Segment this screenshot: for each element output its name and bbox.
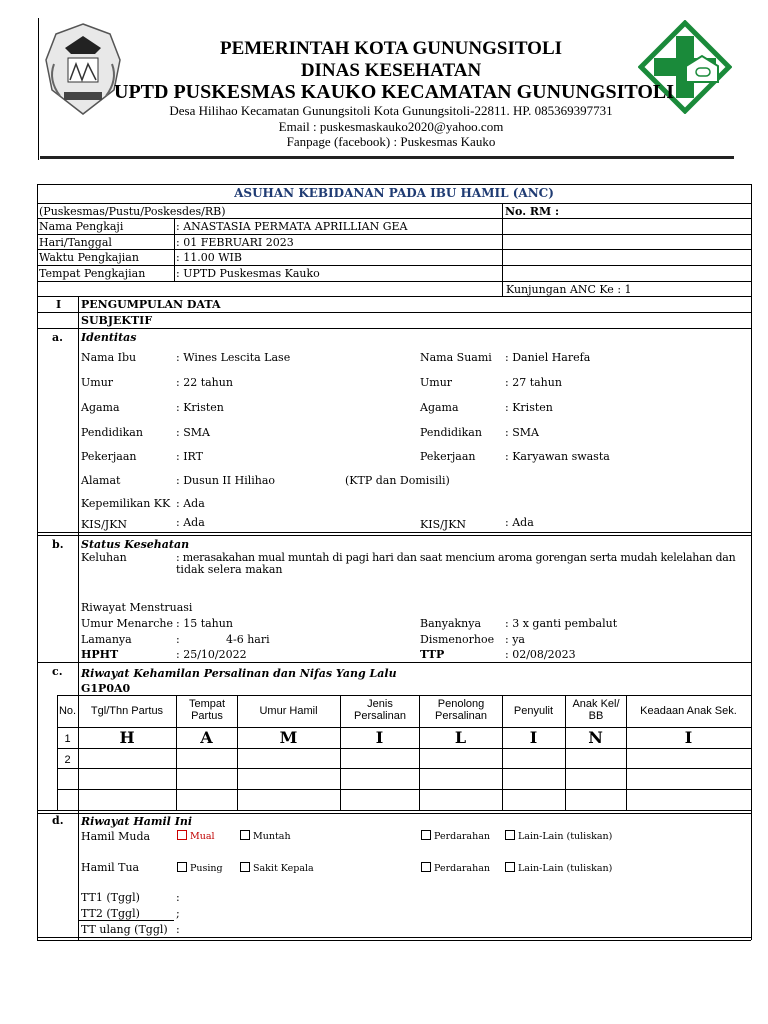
muntah-checkbox[interactable] xyxy=(240,830,250,840)
col-anak: Anak Kel/ BB xyxy=(572,698,620,722)
option-mual[interactable]: Mual xyxy=(177,830,215,843)
ibu-pendidikan-label: Pendidikan xyxy=(81,426,143,439)
lamanya-label: Lamanya xyxy=(81,633,132,646)
suami-pendidikan-value: : SMA xyxy=(505,426,539,439)
ibu-umur-value: : 22 tahun xyxy=(176,376,233,389)
ttp-label: TTP xyxy=(420,648,445,661)
kunjungan: Kunjungan ANC Ke : 1 xyxy=(506,283,632,296)
col-no: No. xyxy=(58,705,77,717)
hari-label: Hari/Tanggal xyxy=(39,236,112,249)
perdarahan-checkbox[interactable] xyxy=(421,830,431,840)
suami-nama-value: : Daniel Harefa xyxy=(505,351,591,364)
form-left-border xyxy=(37,184,38,940)
ibu-nama-label: Nama Ibu xyxy=(81,351,137,364)
tempat-value: : UPTD Puskesmas Kauko xyxy=(176,267,320,280)
col-tgl: Tgl/Thn Partus xyxy=(90,705,164,717)
waktu-value: : 11.00 WIB xyxy=(176,251,242,264)
keluhan-line-2: tidak selera makan xyxy=(176,563,283,576)
keluhan-label: Keluhan xyxy=(81,551,127,564)
col-penyulit: Penyulit xyxy=(513,705,554,717)
dismenorhoe-value: : ya xyxy=(505,633,525,646)
row1-cell: H xyxy=(119,728,135,747)
suami-kis-label: KIS/JKN xyxy=(420,518,467,531)
menstruasi-title: Riwayat Menstruasi xyxy=(81,601,193,614)
option-muntah[interactable]: Muntah xyxy=(240,830,291,843)
row1-cell: I xyxy=(684,728,693,747)
option-sakit-kepala[interactable]: Sakit Kepala xyxy=(240,862,314,875)
col-keadaan: Keadaan Anak Sek. xyxy=(640,705,737,717)
no-rm: No. RM : xyxy=(505,205,560,218)
lain-lain-checkbox[interactable] xyxy=(505,862,515,872)
gpa: G1P0A0 xyxy=(81,682,131,695)
suami-kis-value: : Ada xyxy=(505,516,534,529)
suami-agama-label: Agama xyxy=(420,401,459,414)
col-jenis: Jenis Persalinan xyxy=(354,698,406,722)
ibu-agama-label: Agama xyxy=(81,401,120,414)
section-number: I xyxy=(56,298,62,311)
menarche-value: : 15 tahun xyxy=(176,617,233,630)
email: Email : puskesmaskauko2020@yahoo.com xyxy=(278,119,504,134)
row1-cell: L xyxy=(454,728,467,747)
lain-lain-checkbox[interactable] xyxy=(505,830,515,840)
kk-value: : Ada xyxy=(176,497,205,510)
subjektif-label: SUBJEKTIF xyxy=(81,314,153,327)
alamat-value: : Dusun II Hilihao xyxy=(176,474,276,487)
banyaknya-label: Banyaknya xyxy=(420,617,482,630)
facility-label: (Puskesmas/Pustu/Poskesdes/RB) xyxy=(39,205,226,218)
suami-pekerjaan-label: Pekerjaan xyxy=(420,450,476,463)
tt2-colon: ; xyxy=(176,907,180,920)
lamanya-colon: : xyxy=(176,633,180,646)
address: Desa Hilihao Kecamatan Gunungsitoli Kota Gunungsitoli-22811. HP. 085369397731 xyxy=(169,103,613,118)
hpht-value: : 25/10/2022 xyxy=(176,648,247,661)
alamat-label: Alamat xyxy=(81,474,121,487)
identitas-title: Identitas xyxy=(81,331,137,344)
row1-cell: N xyxy=(588,728,603,747)
dept-title: DINAS KESEHATAN xyxy=(300,60,482,81)
option-perdarahan-tua[interactable]: Perdarahan xyxy=(421,862,490,875)
hamil-muda-label: Hamil Muda xyxy=(81,830,151,843)
riwayat-title: Riwayat Kehamilan Persalinan dan Nifas Yang Lalu xyxy=(81,667,397,680)
keluhan-line-1: : merasakahan mual muntah di pagi hari dan saat mencium aroma gorengan serta mudah kelelahan dan xyxy=(176,551,736,564)
alamat-note: (KTP dan Domisili) xyxy=(345,474,450,487)
row1-cell: M xyxy=(279,728,298,747)
hpht-label: HPHT xyxy=(81,648,119,661)
gov-title: PEMERINTAH KOTA GUNUNGSITOLI xyxy=(219,38,563,59)
nama-pengkaji-label: Nama Pengkaji xyxy=(39,220,124,233)
form-right-border xyxy=(751,184,752,940)
option-lain-muda[interactable]: Lain-Lain (tuliskan) xyxy=(505,830,612,843)
suami-umur-value: : 27 tahun xyxy=(505,376,562,389)
tt1-colon: : xyxy=(176,891,180,904)
pusing-checkbox[interactable] xyxy=(177,862,187,872)
suami-agama-value: : Kristen xyxy=(505,401,553,414)
riwayat-letter: c. xyxy=(52,665,63,678)
tempat-label: Tempat Pengkajian xyxy=(39,267,146,280)
hamil-letter: d. xyxy=(52,814,64,827)
margin-line xyxy=(38,18,39,160)
tt2-label: TT2 (Tggl) xyxy=(81,907,140,920)
letterhead xyxy=(36,14,746,164)
ibu-agama-value: : Kristen xyxy=(176,401,224,414)
row1-cell: I xyxy=(529,728,538,747)
ibu-kis-label: KIS/JKN xyxy=(81,518,128,531)
ibu-kis-value: : Ada xyxy=(176,516,205,529)
suami-pendidikan-label: Pendidikan xyxy=(420,426,482,439)
option-perdarahan-muda[interactable]: Perdarahan xyxy=(421,830,490,843)
ibu-nama-value: : Wines Lescita Lase xyxy=(176,351,291,364)
identitas-letter: a. xyxy=(52,331,63,344)
col-penolong: Penolong Persalinan xyxy=(435,698,487,722)
suami-nama-label: Nama Suami xyxy=(420,351,492,364)
row1-cell: A xyxy=(200,728,213,747)
fanpage: Fanpage (facebook) : Puskesmas Kauko xyxy=(286,134,496,149)
banyaknya-value: : 3 x ganti pembalut xyxy=(505,617,618,630)
form-title: ASUHAN KEBIDANAN PADA IBU HAMIL (ANC) xyxy=(234,186,554,200)
option-pusing[interactable]: Pusing xyxy=(177,862,223,875)
menarche-label: Umur Menarche xyxy=(81,617,173,630)
ibu-pekerjaan-value: : IRT xyxy=(176,450,203,463)
dismenorhoe-label: Dismenorhoe xyxy=(420,633,495,646)
waktu-label: Waktu Pengkajian xyxy=(39,251,139,264)
status-title: Status Kesehatan xyxy=(81,538,190,551)
hari-value: : 01 FEBRUARI 2023 xyxy=(176,236,294,249)
suami-umur-label: Umur xyxy=(420,376,453,389)
row2-no: 2 xyxy=(64,754,71,766)
col-tempat: Tempat Partus xyxy=(188,698,226,722)
mual-checkbox[interactable] xyxy=(177,830,187,840)
lamanya-value: 4-6 hari xyxy=(226,633,270,646)
row1-cell: I xyxy=(375,728,384,747)
kk-label: Kepemilikan KK xyxy=(81,497,171,510)
nama-pengkaji-value: : ANASTASIA PERMATA APRILLIAN GEA xyxy=(176,220,408,233)
ttu-label: TT ulang (Tggl) xyxy=(81,923,168,936)
row1-no: 1 xyxy=(64,733,71,745)
suami-pekerjaan-value: : Karyawan swasta xyxy=(505,450,610,463)
ttu-colon: : xyxy=(176,923,180,936)
header-divider xyxy=(40,156,734,159)
ibu-umur-label: Umur xyxy=(81,376,114,389)
status-letter: b. xyxy=(52,538,64,551)
hamil-title: Riwayat Hamil Ini xyxy=(81,815,193,828)
section-title: PENGUMPULAN DATA xyxy=(81,298,221,311)
hamil-tua-label: Hamil Tua xyxy=(81,861,140,874)
tt1-label: TT1 (Tggl) xyxy=(81,891,140,904)
col-umur: Umur Hamil xyxy=(259,705,318,717)
unit-title: UPTD PUSKESMAS KAUKO KECAMATAN GUNUNGSITOLI xyxy=(114,81,675,103)
option-lain-tua[interactable]: Lain-Lain (tuliskan) xyxy=(505,862,612,875)
ttp-value: : 02/08/2023 xyxy=(505,648,576,661)
sakit-kepala-checkbox[interactable] xyxy=(240,862,250,872)
perdarahan-checkbox[interactable] xyxy=(421,862,431,872)
ibu-pekerjaan-label: Pekerjaan xyxy=(81,450,137,463)
ibu-pendidikan-value: : SMA xyxy=(176,426,210,439)
